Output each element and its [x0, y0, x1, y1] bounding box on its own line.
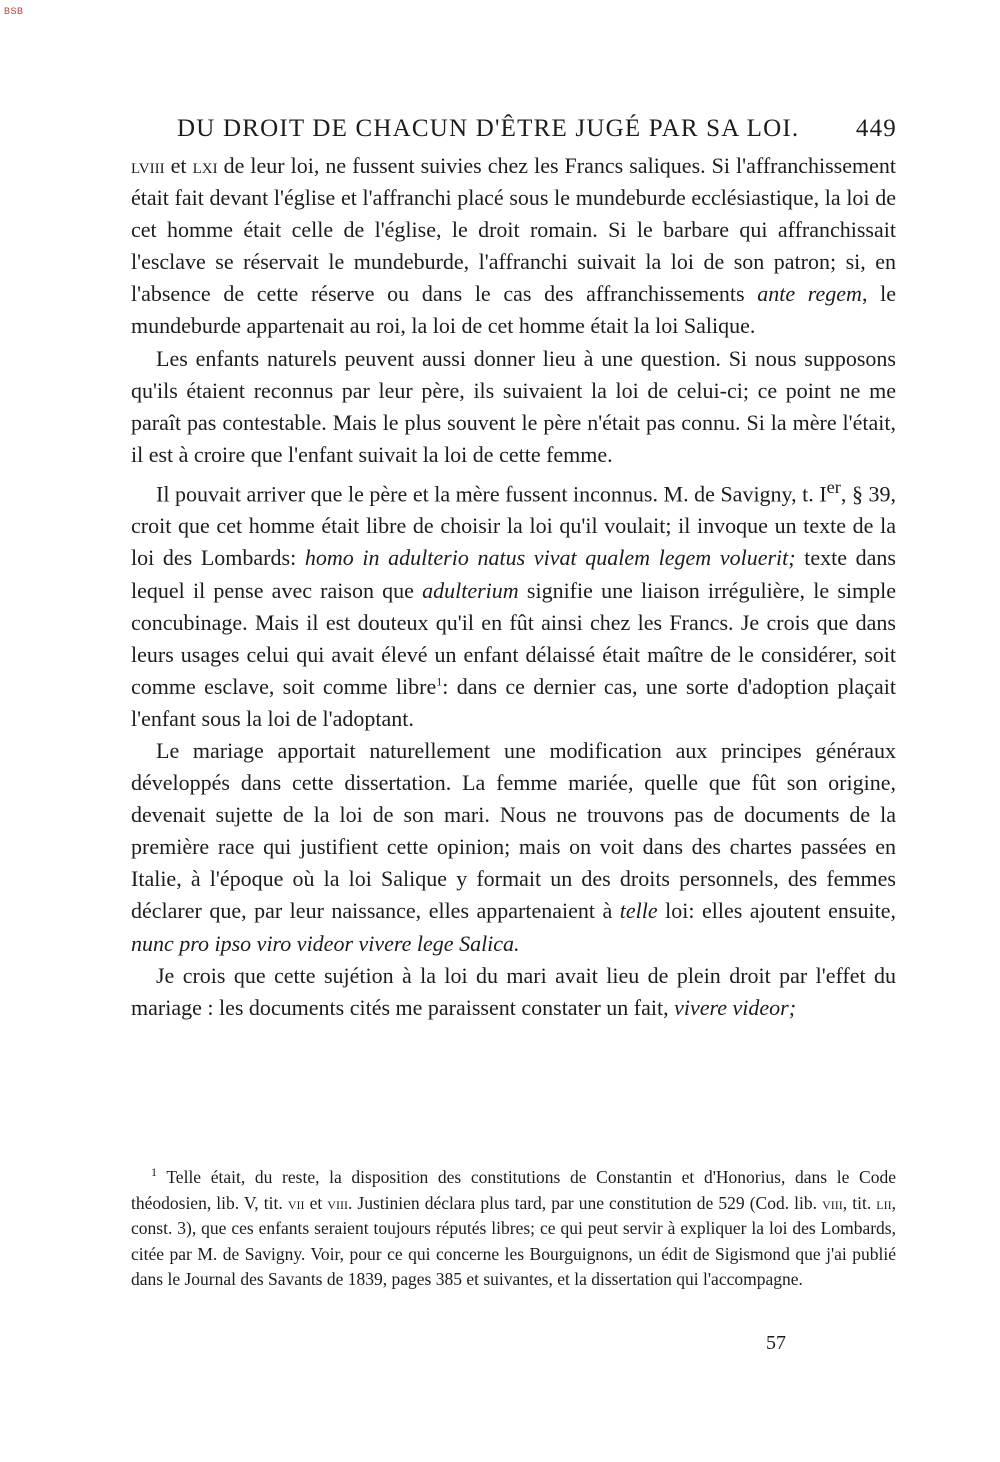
- italic-word: telle: [619, 898, 658, 924]
- roman-numeral: viii: [822, 1192, 843, 1213]
- text-run: et: [164, 153, 193, 178]
- paragraph-3: [131, 471, 896, 735]
- roman-numeral: viii: [327, 1192, 348, 1213]
- text-run: loi: elles ajoutent ensuite,: [657, 898, 896, 924]
- text-run: Il pouvait arriver que le père et la mère fussent inconnus. M. de Savigny, t. I: [156, 481, 827, 507]
- running-head: [177, 112, 897, 146]
- latin-quotation: vivere videor;: [674, 994, 797, 1020]
- body-text: [131, 150, 896, 1024]
- latin-phrase: ante regem: [757, 281, 862, 307]
- text-run: et: [304, 1192, 328, 1213]
- paragraph-5: [131, 960, 896, 1024]
- roman-numeral: lxi: [192, 153, 218, 178]
- text-run: , const. 3), que ces enfants seraient toujours réputés libres; ce qui peut servir à expliquer la loi des Lombards, citée par M. de Savigny. Voir, pour ce qui concerne les Bourguignons, un édit de Sigismond que j'ai publié dans le Journal des Savants de 1839, pages 385 et suivantes, et la dissertation qui l'accompagne.: [131, 1192, 896, 1289]
- footnotes: [131, 1165, 896, 1293]
- text-run: . Justinien déclara plus tard, par une constitution de 529 (Cod. lib.: [347, 1192, 823, 1213]
- paragraph-1: [131, 150, 896, 343]
- footnote-1: [131, 1165, 896, 1293]
- signature-mark: 57: [766, 1332, 786, 1354]
- text-run: Je crois que cette sujétion à la loi du mari avait lieu de plein droit par l'effet du mariage : les documents cités me paraissent constater un fait,: [131, 962, 896, 1020]
- text-run: : dans ce dernier cas, une sorte d'adoption plaçait l'enfant sous la loi de l'adoptant.: [131, 673, 897, 731]
- text-run: texte dans lequel il pense avec raison que: [131, 545, 896, 603]
- footnote-mark: 1: [151, 1165, 157, 1180]
- text-run: , tit.: [842, 1192, 877, 1213]
- latin-quotation: nunc pro ipso viro videor vivere lege Salica.: [131, 930, 520, 956]
- library-stamp: BSB: [4, 6, 24, 16]
- text-run: , le mundeburde appartenait au roi, la loi de cet homme était la loi Salique.: [131, 281, 896, 339]
- text-run: , § 39, croit que cet homme était libre de choisir la loi qu'il voulait; il invoque un texte de la loi des Lombards:: [131, 481, 896, 571]
- text-run: de leur loi, ne fussent suivies chez les Francs saliques. Si l'affranchissement était fait devant l'église et l'affranchi placé sous le mundeburde ecclésiastique, la loi de cet homme était celle de l'église, le droit romain. Si le barbare qui affranchissait l'esclave se réservait le mundeburde, l'affranchi suivait la loi de son patron; si, en l'absence de cette réserve ou dans le cas des affranchissements: [131, 153, 896, 307]
- latin-quotation: homo in adulterio natus vivat qualem legem voluerit;: [304, 545, 796, 571]
- superscript: er: [826, 476, 841, 497]
- paragraph-4: [131, 735, 896, 960]
- text-run: Le mariage apportait naturellement une modification aux principes généraux développés dans cette dissertation. La femme mariée, quelle que fût son origine, devenait sujette de la loi de son mari. Nous ne trouvons pas de documents de la première race qui justifient cette opinion; mais on voit dans des chartes passées en Italie, à l'époque où la loi Salique y formait un des droits personnels, des femmes déclarer que, par leur naissance, elles appartenaient à: [131, 738, 896, 924]
- page-number: 449: [855, 115, 897, 142]
- paragraph-2: Les enfants naturels peuvent aussi donner lieu à une question. Si nous supposons qu'ils étaient reconnus par leur père, ils suivaient la loi de celui-ci; ce point ne me paraît pas contestable. Mais le plus souvent le père n'était pas connu. Si la mère l'était, il est à croire que l'enfant suivait la loi de cette femme.: [131, 345, 896, 467]
- roman-numeral: lii: [876, 1192, 892, 1213]
- latin-term: adulterium: [422, 577, 519, 603]
- text-run: Telle était, du reste, la disposition des constitutions de Constantin et d'Honorius, dans le Code théodosien, lib. V, tit.: [131, 1167, 896, 1213]
- footnote-reference[interactable]: 1: [436, 674, 443, 689]
- text-run: signifie une liaison irrégulière, le simple concubinage. Mais il est douteux qu'il en fût ainsi chez les Francs. Je crois que dans leurs usages celui qui avait élevé un enfant délaissé était maître de le considérer, soit comme esclave, soit comme libre: [131, 577, 896, 699]
- running-title: DU DROIT DE CHACUN D'ÊTRE JUGÉ PAR SA LOI.: [177, 115, 800, 142]
- roman-numeral: vii: [287, 1192, 305, 1213]
- roman-numeral: lviii: [131, 153, 165, 178]
